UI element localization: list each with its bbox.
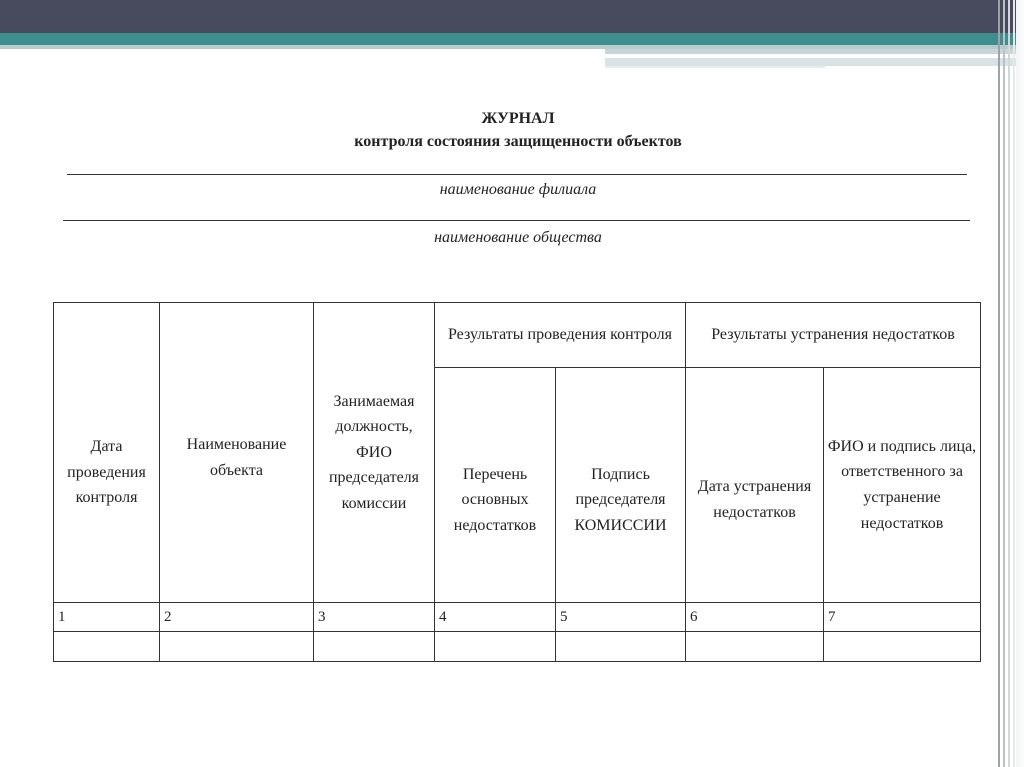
column-number: 1 [54,603,160,632]
header-results-group: Результаты проведения контроля [435,303,686,368]
header-strip [605,49,1024,54]
table-cell [435,632,556,662]
header-object-name: Наименование объекта [160,303,314,603]
header-chair-signature: Подпись председателя КОМИССИИ [556,368,686,603]
table-cell [556,632,686,662]
table-cell [824,632,981,662]
branch-fill-line [67,174,967,175]
column-number: 4 [435,603,556,632]
branch-caption: наименование филиала [439,181,597,198]
document-title: ЖУРНАЛ [481,110,555,127]
column-number-row [54,603,981,632]
table-cell [686,632,824,662]
document-subtitle: контроля состояния защищенности объектов [354,133,682,150]
header-band-dark [0,0,1024,33]
header-fix-date: Дата устранения недостатков [686,368,824,603]
header-responsible: ФИО и подпись лица, ответственного за устранение недостатков [824,368,981,603]
table-cell [160,632,314,662]
header-deficiencies-list: Перечень основных недостатков [435,368,556,603]
journal-table [53,302,981,662]
table-cell [314,632,435,662]
header-row [54,303,981,368]
column-number: 6 [686,603,824,632]
column-number: 7 [824,603,981,632]
column-number: 5 [556,603,686,632]
header-strip [605,58,1024,66]
company-caption: наименование общества [434,229,602,246]
table-cell [54,632,160,662]
empty-entry-row [54,632,981,662]
header-date-control: Дата проведения контроля [54,303,160,603]
header-strip [605,66,825,68]
column-number: 2 [160,603,314,632]
column-number: 3 [314,603,435,632]
company-fill-line [63,220,970,221]
header-position: Занимаемая должность, ФИО председателя комиссии [314,303,435,603]
header-band-teal [0,33,1024,45]
header-remediation-group: Результаты устранения недостатков [686,303,981,368]
